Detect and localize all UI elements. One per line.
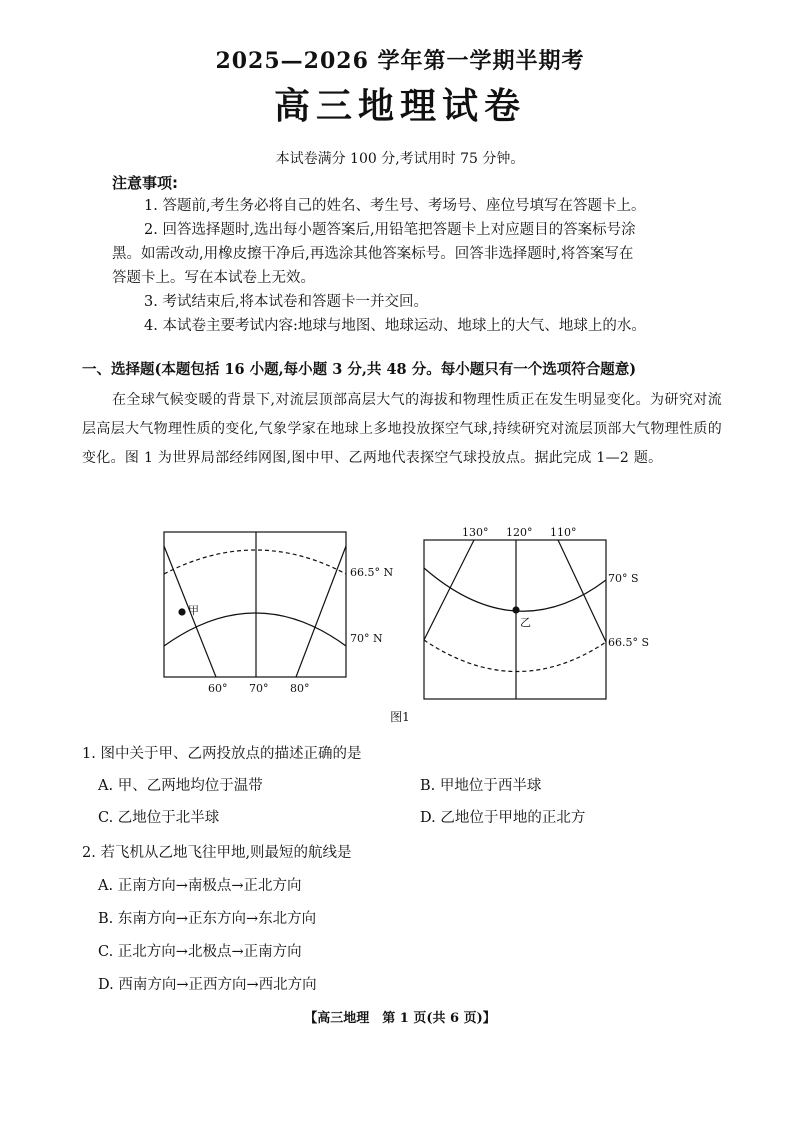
- figure-right-map: [418, 520, 658, 702]
- meridian-130: [424, 540, 474, 640]
- question-2-stem: 2. 若飞机从乙地飞往甲地,则最短的航线是: [82, 845, 352, 861]
- q1-option-a[interactable]: A. 甲、乙两地均位于温带: [98, 778, 263, 794]
- lon-60-label: 60°: [208, 682, 228, 695]
- point-jia-label: 甲: [188, 604, 199, 617]
- section-1-intro: 在全球气候变暖的背景下,对流层顶部高层大气的海拔和物理性质正在发生明显变化。为研究对流层高层大气物理性质的变化,气象学家在地球上多地投放探空气球,持续研究对流层顶部大气物理性质的变化。图 1 为世界局部经纬网图,图中甲、乙两地代表探空气球投放点。据此完成 1—2 题。: [82, 392, 722, 466]
- parallel-66-5s: [424, 640, 606, 672]
- exam-year-heading: 2025—2026 学年第一学期半期考: [215, 48, 585, 74]
- figure-caption: 图1: [390, 710, 410, 724]
- q2-option-b[interactable]: B. 东南方向→正东方向→东北方向: [98, 911, 317, 927]
- question-1-stem: 1. 图中关于甲、乙两投放点的描述正确的是: [82, 746, 362, 762]
- lat-66-5n-label: 66.5° N: [350, 566, 394, 579]
- exam-meta: 本试卷满分 100 分,考试用时 75 分钟。: [275, 151, 525, 167]
- lon-120-label: 120°: [506, 526, 533, 539]
- point-yi-label: 乙: [520, 616, 531, 629]
- lon-130-label: 130°: [462, 526, 489, 539]
- notice-line-3: 3. 考试结束后,将本试卷和答题卡一并交回。: [144, 294, 429, 310]
- point-jia: [178, 608, 185, 615]
- section-1-heading: 一、选择题(本题包括 16 小题,每小题 3 分,共 48 分。每小题只有一个选项符合题意): [82, 361, 637, 378]
- notice-line-2a: 2. 回答选择题时,选出每小题答案后,用铅笔把答题卡上对应题目的答案标号涂: [144, 222, 636, 238]
- page-footer: 【高三地理 第 1 页(共 6 页)】: [304, 1011, 496, 1026]
- q1-option-b[interactable]: B. 甲地位于西半球: [420, 778, 542, 794]
- notice-line-1: 1. 答题前,考生务必将自己的姓名、考生号、考场号、座位号填写在答题卡上。: [144, 198, 646, 214]
- notice-heading: 注意事项:: [112, 174, 178, 192]
- q2-option-a[interactable]: A. 正南方向→南极点→正北方向: [98, 878, 302, 894]
- q1-option-c[interactable]: C. 乙地位于北半球: [98, 810, 220, 826]
- lat-70s-label: 70° S: [608, 572, 639, 585]
- lat-70n-label: 70° N: [350, 632, 383, 645]
- notice-line-2c: 答题卡上。写在本试卷上无效。: [112, 270, 315, 286]
- notice-line-4: 4. 本试卷主要考试内容:地球与地图、地球运动、地球上的大气、地球上的水。: [144, 318, 646, 334]
- map-frame: [424, 540, 606, 699]
- q2-option-d[interactable]: D. 西南方向→正西方向→西北方向: [98, 977, 317, 993]
- lat-66-5s-label: 66.5° S: [608, 636, 650, 649]
- parallel-70s: [424, 568, 606, 611]
- lon-110-label: 110°: [550, 526, 577, 539]
- lon-70-label: 70°: [249, 682, 269, 695]
- meridian-80: [296, 546, 346, 677]
- exam-title: 高三地理试卷: [273, 86, 526, 127]
- figure-left-map: [160, 528, 400, 698]
- q2-option-c[interactable]: C. 正北方向→北极点→正南方向: [98, 944, 302, 960]
- lon-80-label: 80°: [290, 682, 310, 695]
- notice-line-2b: 黑。如需改动,用橡皮擦干净后,再选涂其他答案标号。回答非选择题时,将答案写在: [112, 246, 634, 262]
- parallel-66-5n: [164, 550, 346, 574]
- point-yi: [512, 606, 519, 613]
- q1-option-d[interactable]: D. 乙地位于甲地的正北方: [420, 810, 586, 826]
- meridian-110: [558, 540, 606, 642]
